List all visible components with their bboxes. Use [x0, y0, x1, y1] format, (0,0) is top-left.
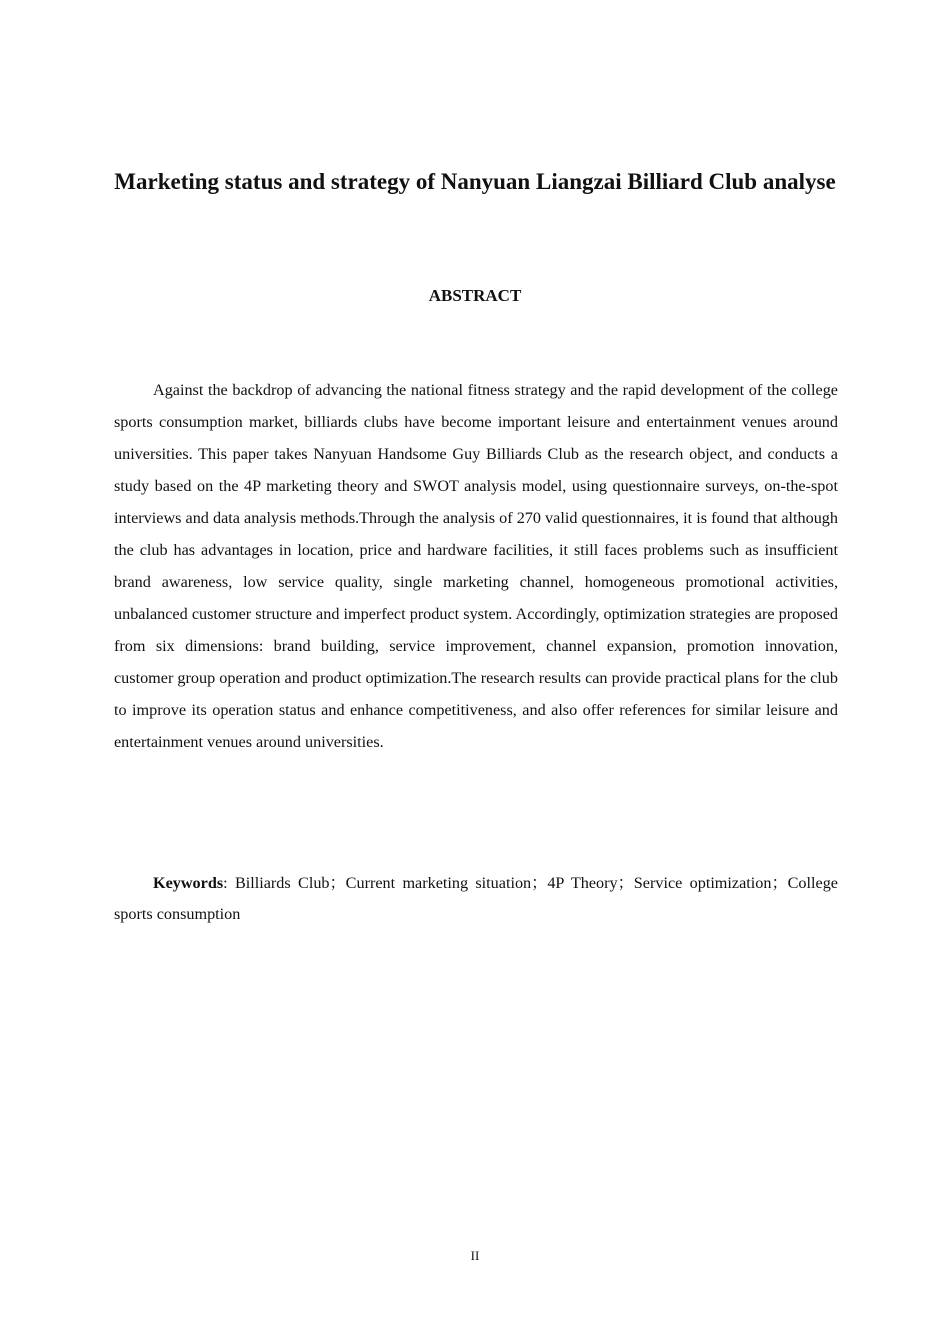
- abstract-body: Against the backdrop of advancing the national fitness strategy and the rapid development of the college sports consumption market, billiards clubs have become important leisure and entertainment venues around universities. This paper takes Nanyuan Handsome Guy Billiards Club as the research object, and conducts a study based on the 4P marketing theory and SWOT analysis model, using questionnaire surveys, on-the-spot interviews and data analysis methods.Through the analysis of 270 valid questionnaires, it is found that although the club has advantages in location, price and hardware facilities, it still faces problems such as insufficient brand awareness, low service quality, single marketing channel, homogeneous promotional activities, unbalanced customer structure and imperfect product system. Accordingly, optimization strategies are proposed from six dimensions: brand building, service improvement, channel expansion, promotion innovation, customer group operation and product optimization.The research results can provide practical plans for the club to improve its operation status and enhance competitiveness, and also offer references for similar leisure and entertainment venues around universities.: [114, 381, 838, 751]
- page-number: II: [470, 1248, 480, 1263]
- page-title: Marketing status and strategy of Nanyuan Liangzai Billiard Club analyse: [114, 169, 836, 194]
- keywords-paragraph: [114, 868, 838, 930]
- abstract-heading: ABSTRACT: [428, 286, 522, 305]
- keywords-label: Keywords: [153, 874, 224, 892]
- keywords-text: : Billiards Club；Current marketing situation；4P Theory；Service optimization；College sports consumption: [114, 874, 838, 923]
